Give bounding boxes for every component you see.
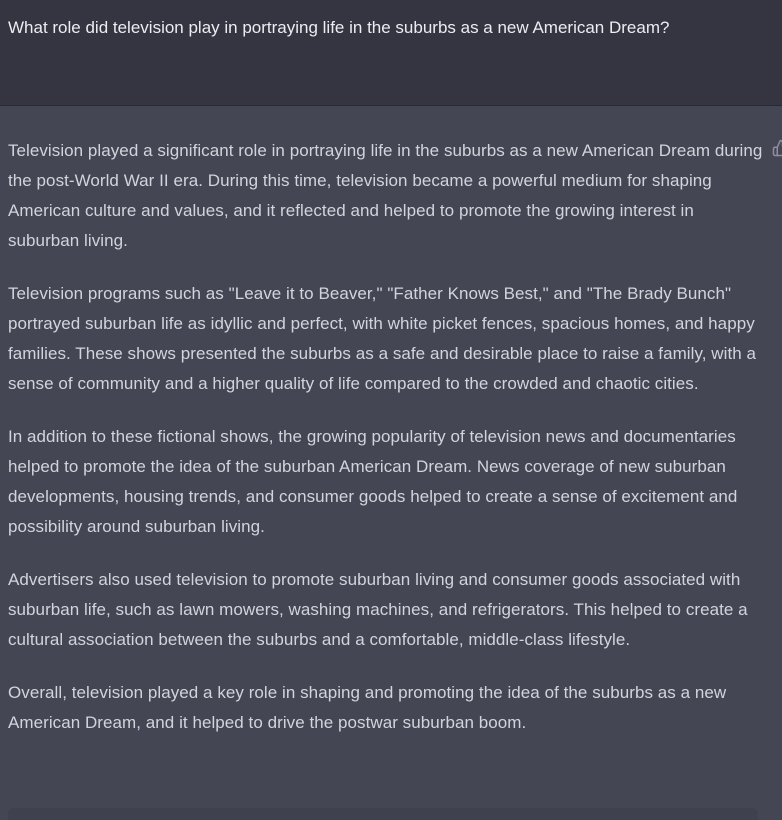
response-paragraph: Television played a significant role in portraying life in the suburbs as a new American Dream during the post-World War II era. During this time, television became a powerful medium for shaping American culture and values, and it reflected and helped to promote the growing interest in suburban living. — [8, 141, 763, 250]
user-message — [0, 0, 782, 106]
thumbs-up-icon[interactable] — [771, 139, 782, 157]
assistant-response — [8, 136, 763, 761]
assistant-message — [0, 107, 782, 820]
code-block-edge — [8, 808, 758, 820]
response-paragraph: In addition to these fictional shows, the growing popularity of television news and documentaries helped to promote the idea of the suburban American Dream. News coverage of new suburban developments, housing trends, and consumer goods helped to create a sense of excitement and possibility around suburban living. — [8, 427, 738, 536]
response-paragraph: Advertisers also used television to promote suburban living and consumer goods associated with suburban life, such as lawn mowers, washing machines, and refrigerators. This helped to create a cultural association between the suburbs and a comfortable, middle-class lifestyle. — [8, 570, 748, 649]
response-paragraph: Television programs such as "Leave it to Beaver," "Father Knows Best," and "The Brady Bunch" portrayed suburban life as idyllic and perfect, with white picket fences, spacious homes, and happy families. These shows presented the suburbs as a safe and desirable place to raise a family, with a sense of community and a higher quality of life compared to the crowded and chaotic cities. — [8, 284, 756, 393]
user-message-text: What role did television play in portraying life in the suburbs as a new American Dream? — [8, 18, 670, 37]
response-paragraph: Overall, television played a key role in shaping and promoting the idea of the suburbs as a new American Dream, and it helped to drive the postwar suburban boom. — [8, 683, 727, 732]
